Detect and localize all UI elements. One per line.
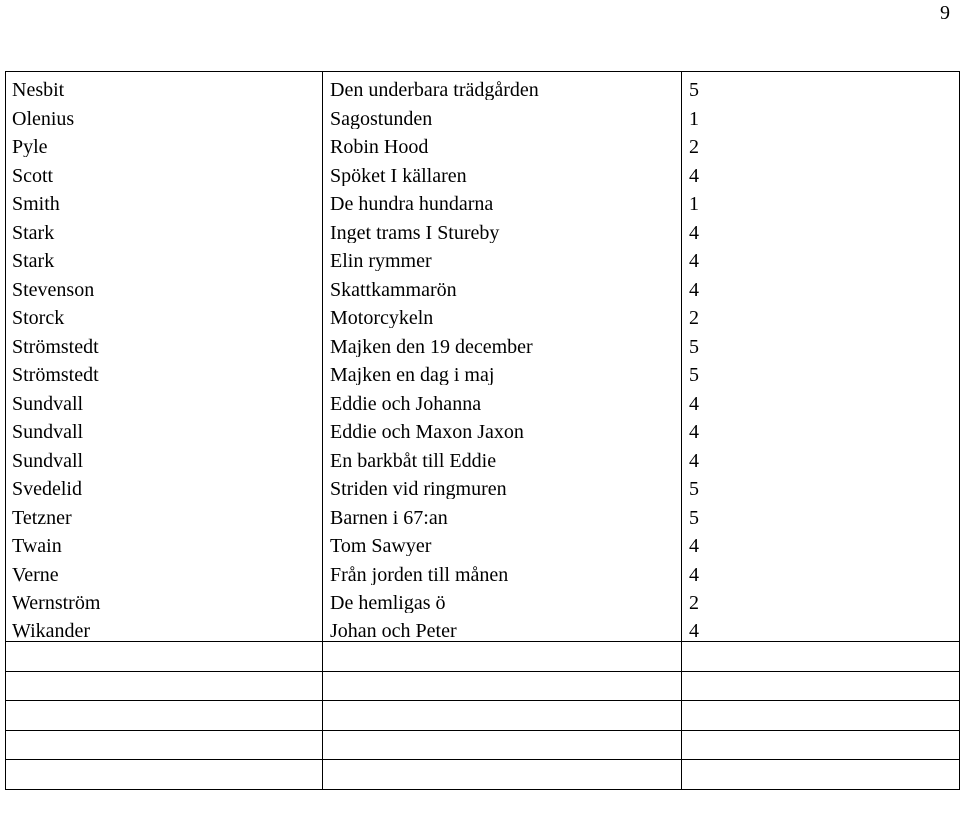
empty-table-row bbox=[6, 642, 960, 672]
rating-cell: 4 bbox=[682, 271, 960, 300]
page-number: 9 bbox=[940, 2, 950, 24]
empty-table-row bbox=[6, 730, 960, 760]
rating-cell: 5 bbox=[682, 328, 960, 357]
rating-cell: 4 bbox=[682, 157, 960, 186]
title-cell: Skattkammarön bbox=[323, 271, 682, 300]
author-cell: Twain bbox=[6, 528, 323, 557]
empty-cell bbox=[323, 642, 682, 672]
book-table bbox=[5, 71, 960, 790]
table-body bbox=[6, 72, 960, 790]
author-cell: Stark bbox=[6, 214, 323, 243]
rating-cell: 1 bbox=[682, 100, 960, 129]
empty-cell bbox=[682, 642, 960, 672]
table-row bbox=[6, 528, 960, 557]
table-row bbox=[6, 585, 960, 614]
empty-cell bbox=[6, 701, 323, 731]
empty-cell bbox=[6, 671, 323, 701]
author-cell: Nesbit bbox=[6, 72, 323, 101]
title-cell: Den underbara trädgården bbox=[323, 72, 682, 101]
author-cell: Tetzner bbox=[6, 499, 323, 528]
empty-cell bbox=[682, 701, 960, 731]
title-cell: De hemligas ö bbox=[323, 585, 682, 614]
author-cell: Pyle bbox=[6, 129, 323, 158]
table-row bbox=[6, 300, 960, 329]
author-cell: Smith bbox=[6, 186, 323, 215]
title-cell: Johan och Peter bbox=[323, 613, 682, 642]
rating-cell: 5 bbox=[682, 357, 960, 386]
title-cell: Eddie och Johanna bbox=[323, 385, 682, 414]
rating-cell: 2 bbox=[682, 300, 960, 329]
rating-cell: 4 bbox=[682, 214, 960, 243]
title-cell: Tom Sawyer bbox=[323, 528, 682, 557]
table-row bbox=[6, 471, 960, 500]
title-cell: Majken en dag i maj bbox=[323, 357, 682, 386]
empty-table-row bbox=[6, 760, 960, 790]
author-cell: Scott bbox=[6, 157, 323, 186]
title-cell: Inget trams I Stureby bbox=[323, 214, 682, 243]
rating-cell: 4 bbox=[682, 414, 960, 443]
author-cell: Verne bbox=[6, 556, 323, 585]
title-cell: Eddie och Maxon Jaxon bbox=[323, 414, 682, 443]
empty-cell bbox=[323, 760, 682, 790]
title-cell: Elin rymmer bbox=[323, 243, 682, 272]
rating-cell: 5 bbox=[682, 499, 960, 528]
rating-cell: 4 bbox=[682, 556, 960, 585]
rating-cell: 1 bbox=[682, 186, 960, 215]
author-cell: Strömstedt bbox=[6, 328, 323, 357]
title-cell: Spöket I källaren bbox=[323, 157, 682, 186]
empty-cell bbox=[323, 730, 682, 760]
table-row bbox=[6, 129, 960, 158]
empty-table-row bbox=[6, 671, 960, 701]
table-row bbox=[6, 157, 960, 186]
rating-cell: 4 bbox=[682, 613, 960, 642]
rating-cell: 4 bbox=[682, 442, 960, 471]
title-cell: En barkbåt till Eddie bbox=[323, 442, 682, 471]
table-row bbox=[6, 499, 960, 528]
rating-cell: 5 bbox=[682, 471, 960, 500]
table-row bbox=[6, 186, 960, 215]
table-row bbox=[6, 385, 960, 414]
table-row bbox=[6, 556, 960, 585]
table-row bbox=[6, 243, 960, 272]
empty-cell bbox=[682, 760, 960, 790]
table-row bbox=[6, 72, 960, 101]
title-cell: De hundra hundarna bbox=[323, 186, 682, 215]
table-row bbox=[6, 328, 960, 357]
rating-cell: 4 bbox=[682, 243, 960, 272]
empty-table-row bbox=[6, 701, 960, 731]
rating-cell: 5 bbox=[682, 72, 960, 101]
empty-cell bbox=[682, 730, 960, 760]
author-cell: Sundvall bbox=[6, 385, 323, 414]
rating-cell: 2 bbox=[682, 129, 960, 158]
author-cell: Sundvall bbox=[6, 442, 323, 471]
empty-cell bbox=[323, 701, 682, 731]
table-row bbox=[6, 357, 960, 386]
empty-cell bbox=[6, 760, 323, 790]
rating-cell: 4 bbox=[682, 385, 960, 414]
author-cell: Strömstedt bbox=[6, 357, 323, 386]
author-cell: Stark bbox=[6, 243, 323, 272]
author-cell: Svedelid bbox=[6, 471, 323, 500]
empty-cell bbox=[6, 642, 323, 672]
table-row bbox=[6, 442, 960, 471]
table-row bbox=[6, 414, 960, 443]
empty-cell bbox=[6, 730, 323, 760]
author-cell: Wikander bbox=[6, 613, 323, 642]
title-cell: Majken den 19 december bbox=[323, 328, 682, 357]
title-cell: Striden vid ringmuren bbox=[323, 471, 682, 500]
table-row bbox=[6, 271, 960, 300]
rating-cell: 4 bbox=[682, 528, 960, 557]
empty-cell bbox=[682, 671, 960, 701]
author-cell: Storck bbox=[6, 300, 323, 329]
author-cell: Wernström bbox=[6, 585, 323, 614]
table-row bbox=[6, 100, 960, 129]
table-row bbox=[6, 214, 960, 243]
empty-cell bbox=[323, 671, 682, 701]
table-row bbox=[6, 613, 960, 642]
author-cell: Stevenson bbox=[6, 271, 323, 300]
title-cell: Barnen i 67:an bbox=[323, 499, 682, 528]
title-cell: Robin Hood bbox=[323, 129, 682, 158]
title-cell: Sagostunden bbox=[323, 100, 682, 129]
title-cell: Från jorden till månen bbox=[323, 556, 682, 585]
rating-cell: 2 bbox=[682, 585, 960, 614]
author-cell: Olenius bbox=[6, 100, 323, 129]
author-cell: Sundvall bbox=[6, 414, 323, 443]
title-cell: Motorcykeln bbox=[323, 300, 682, 329]
